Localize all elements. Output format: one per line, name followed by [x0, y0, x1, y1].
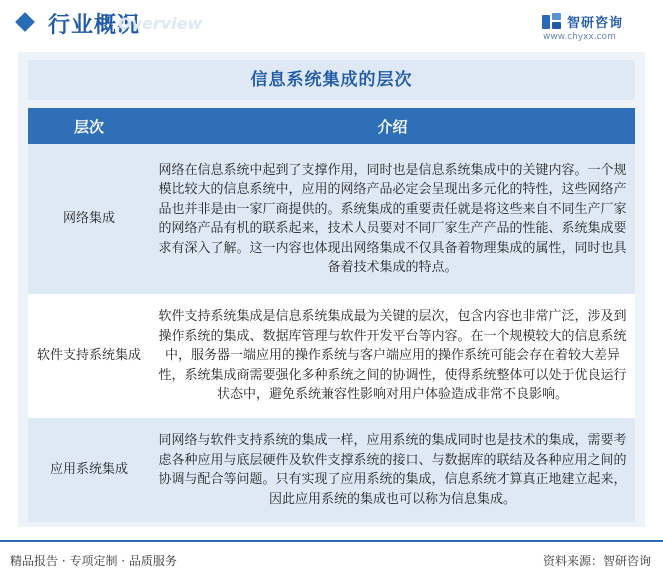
level-cell: 软件支持系统集成	[28, 294, 150, 418]
intro-cell: 软件支持系统集成是信息系统集成最为关键的层次，包含内容也非常广泛，涉及到操作系统的集成、数据库管理与软件开发平台等内容。在一个规模较大的信息系统中，服务器一端应用的操作系统与客户端应用的操作系统可能会存在着较大差异性，系统集成商需要强化多种系统之间的协调性，使得系统整体可以处于优良运行状态中，避免系统兼容性影响对用户体验造成非常不良影响。	[150, 294, 635, 418]
level-cell: 网络集成	[28, 144, 150, 294]
footer-divider	[0, 540, 663, 542]
page-header	[0, 0, 663, 48]
levels-table	[28, 108, 635, 522]
footer-tagline: 精品报告 · 专项定制 · 品质服务	[10, 554, 177, 568]
table-row	[28, 294, 635, 418]
logo-icon	[541, 12, 563, 32]
table-header-row	[28, 108, 635, 144]
logo-url: www.chyxx.com	[543, 32, 616, 42]
table-row	[28, 418, 635, 522]
table-caption: 信息系统集成的层次	[28, 60, 635, 100]
level-cell: 应用系统集成	[28, 418, 150, 522]
column-header-level: 层次	[28, 108, 150, 144]
intro-cell: 同网络与软件支持系统的集成一样，应用系统的集成同时也是技术的集成，需要考虑各种应用与底层硬件及软件支撑系统的接口、与数据库的联结及各种应用之间的协调与配合等问题。只有实现了应用系统的集成，信息系统才算真正地建立起来，因此应用系统的集成也可以称为信息集成。	[150, 418, 635, 522]
intro-cell: 网络在信息系统中起到了支撑作用，同时也是信息系统集成中的关键内容。一个规模比较大的信息系统中，应用的网络产品必定会呈现出多元化的特性，这些网络产品也并非是由一家厂商提供的。系统集成的重要责任就是将这些来自不同生产厂家的网络产品有机的联系起来，技术人员要对不同厂家生产产品的性能、系统集成要求有深入了解。这一内容也体现出网络集成不仅具备着物理集成的属性，同时也具备着技术集成的特点。	[150, 144, 635, 294]
page-title: 行业概况	[48, 13, 141, 38]
logo-name: 智研咨询	[567, 16, 624, 31]
diamond-icon	[15, 12, 35, 32]
page-footer	[0, 540, 663, 577]
table-row	[28, 144, 635, 294]
page-subtitle-watermark: Overview	[118, 14, 203, 33]
column-header-intro: 介绍	[150, 108, 635, 144]
content-panel	[18, 52, 645, 527]
brand-logo	[541, 10, 651, 44]
footer-source: 资料来源：智研咨询	[542, 554, 651, 568]
